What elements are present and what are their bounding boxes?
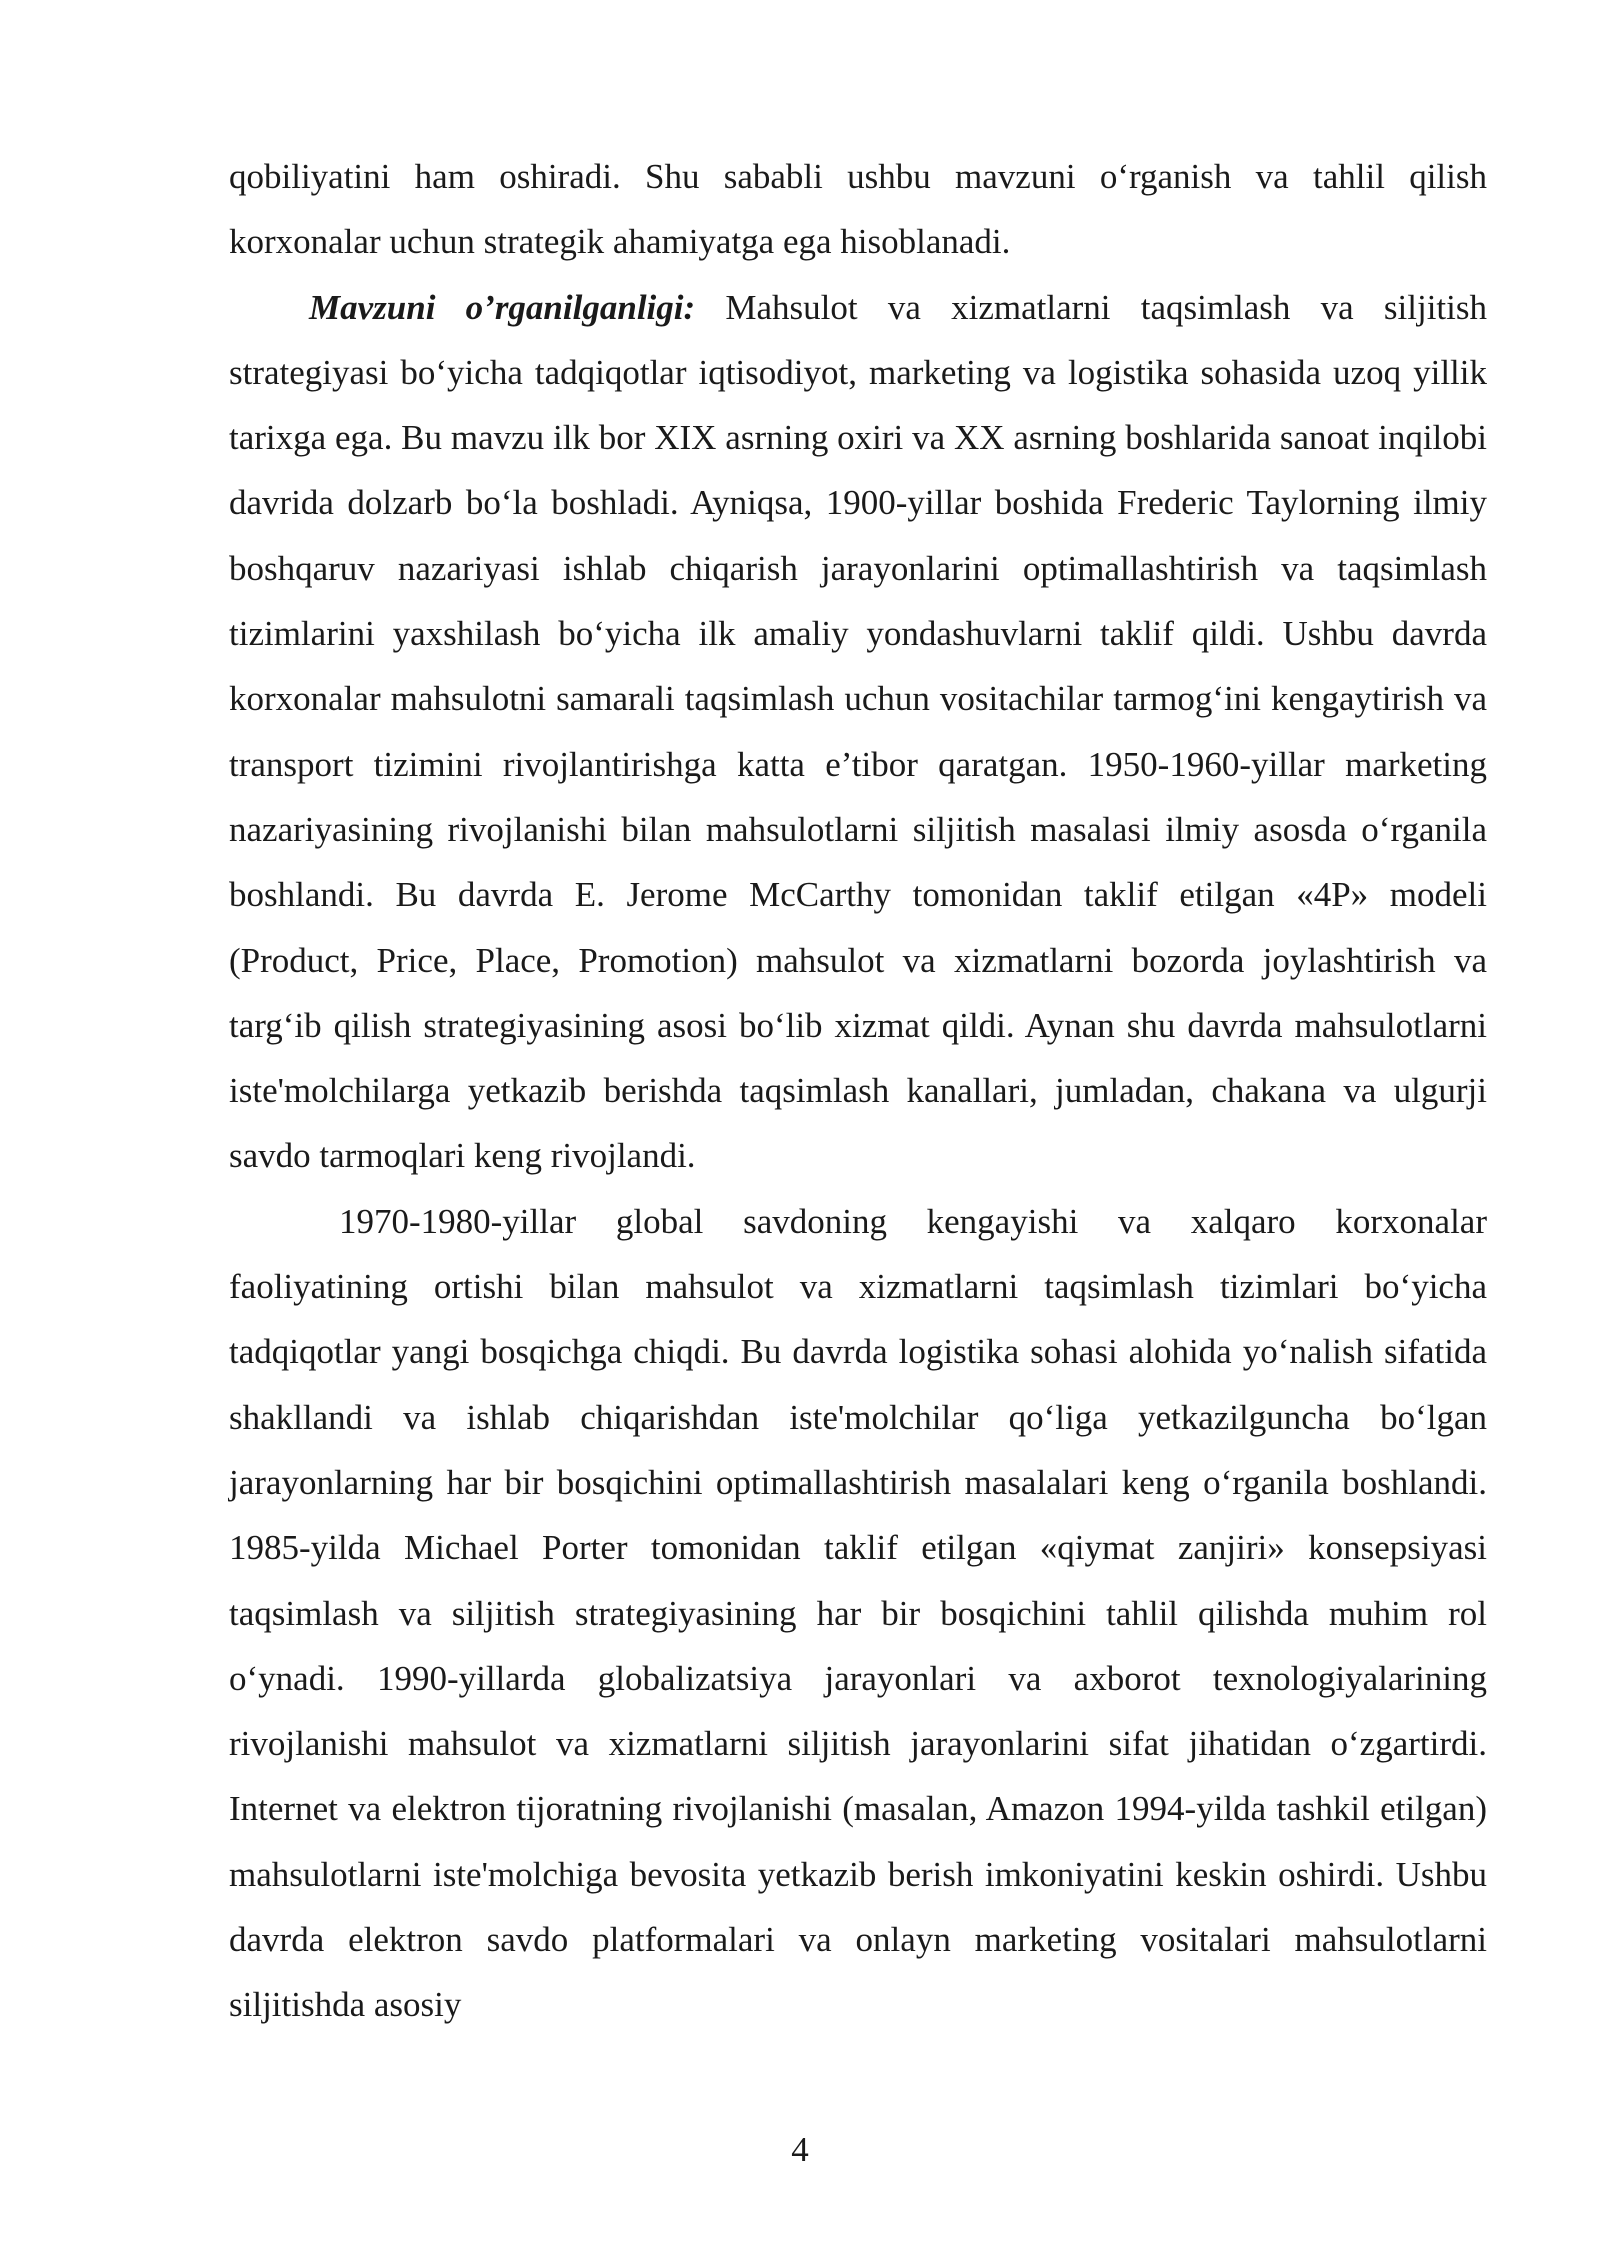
paragraph-study-history (229, 275, 1487, 1189)
paragraph-text: 1970-1980-yillar global savdoning kengayishi va xalqaro korxonalar faoliyatining ortishi bilan mahsulot va xizmatlarni taqsimlash tizimlari bo‘yicha tadqiqotlar yangi bosqichga chiqdi. Bu davrda logistika sohasi alohida yo‘nalish sifatida shakllandi va ishlab chiqarishdan iste'molchilar qo‘liga yetkazilguncha bo‘lgan jarayonlarning har bir bosqichini optimallashtirish masalalari keng o‘rganila boshlandi. 1985-yilda Michael Porter tomonidan taklif etilgan «qiymat zanjiri» konsepsiyasi taqsimlash va siljitish strategiyasining har bir bosqichini tahlil qilishda muhim rol o‘ynadi. 1990-yillarda globalizatsiya jarayonlari va axborot texnologiyalarining rivojlanishi mahsulot va xizmatlarni siljitish jarayonlarini sifat jihatidan o‘zgartirdi. Internet va elektron tijoratning rivojlanishi (masalan, Amazon 1994-yilda tashkil etilgan) mahsulotlarni iste'molchiga bevosita yetkazib berish imkoniyatini keskin oshirdi. Ushbu davrda elektron savdo platformalari va onlayn marketing vositalari mahsulotlarni siljitishda asosiy (229, 1201, 1487, 2025)
document-body (229, 144, 1487, 2038)
paragraph-text: Mahsulot va xizmatlarni taqsimlash va siljitish strategiyasi bo‘yicha tadqiqotlar iqtisodiyot, marketing va logistika sohasida uzoq yillik tarixga ega. Bu mavzu ilk bor XIX asrning oxiri va XX asrning boshlarida sanoat inqilobi davrida dolzarb bo‘la boshladi. Ayniqsa, 1900-yillar boshida Frederic Taylorning ilmiy boshqaruv nazariyasi ishlab chiqarish jarayonlarini optimallashtirish va taqsimlash tizimlarini yaxshilash bo‘yicha ilk amaliy yondashuvlarni taklif qildi. Ushbu davrda korxonalar mahsulotni samarali taqsimlash uchun vositachilar tarmog‘ini kengaytirish va transport tizimini rivojlantirishga katta e’tibor qaratgan. 1950-1960-yillar marketing nazariyasining rivojlanishi bilan mahsulotlarni siljitish masalasi ilmiy asosda o‘rganila boshlandi. Bu davrda E. Jerome McCarthy tomonidan taklif etilgan «4P» modeli (Product, Price, Place, Promotion) mahsulot va xizmatlarni bozorda joylashtirish va targ‘ib qilish strategiyasining asosi bo‘lib xizmat qildi. Aynan shu davrda mahsulotlarni iste'molchilarga yetkazib berishda taqsimlash kanallari, jumladan, chakana va ulgurji savdo tarmoqlari keng rivojlandi. (229, 287, 1488, 1176)
page-number: 4 (791, 2130, 809, 2169)
paragraph-continuation (229, 144, 1487, 275)
paragraph-lead: Mavzuni o’rganilganligi: (309, 287, 696, 327)
paragraph-text: qobiliyatini ham oshiradi. Shu sababli ushbu mavzuni o‘rganish va tahlil qilish korxonalar uchun strategik ahamiyatga ega hisoblanadi. (229, 157, 1487, 262)
paragraph-global-trade (229, 1189, 1487, 2038)
